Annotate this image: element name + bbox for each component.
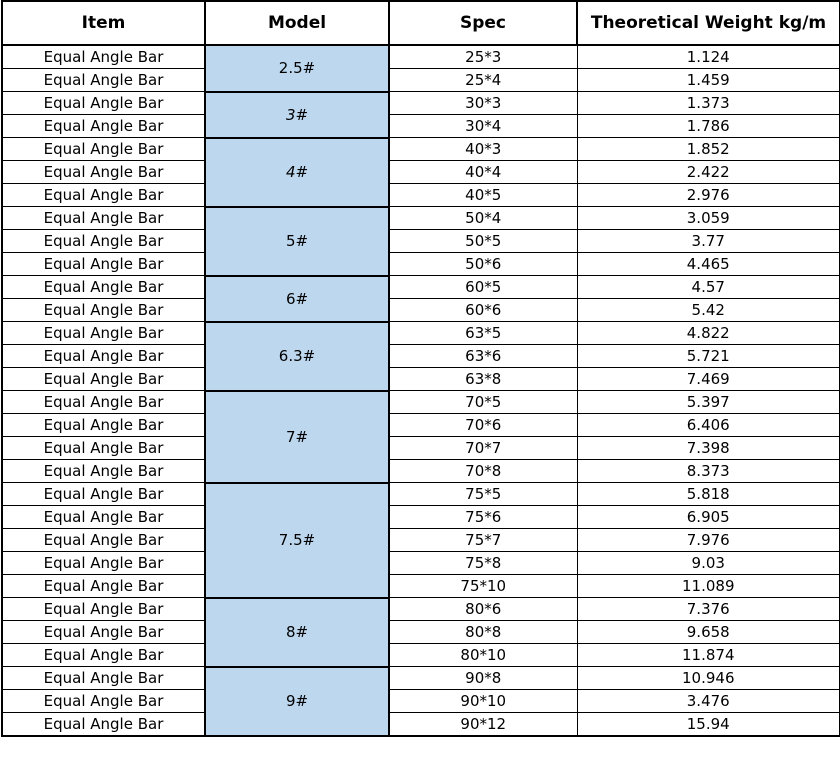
table-row xyxy=(2,575,840,598)
cell-model: 2.5# xyxy=(205,45,389,92)
cell-weight: 1.373 xyxy=(577,92,840,115)
cell-spec: 80*8 xyxy=(389,621,577,644)
cell-weight: 11.089 xyxy=(577,575,840,598)
cell-item: Equal Angle Bar xyxy=(2,414,205,437)
table-row xyxy=(2,161,840,184)
cell-item: Equal Angle Bar xyxy=(2,69,205,92)
cell-weight: 7.376 xyxy=(577,598,840,621)
cell-model: 5# xyxy=(205,207,389,276)
cell-item: Equal Angle Bar xyxy=(2,690,205,713)
cell-model: 8# xyxy=(205,598,389,667)
cell-weight: 5.42 xyxy=(577,299,840,322)
header-row xyxy=(2,1,840,45)
table-row xyxy=(2,391,840,414)
table-row xyxy=(2,276,840,299)
header-weight: Theoretical Weight kg/m xyxy=(577,1,840,45)
cell-item: Equal Angle Bar xyxy=(2,529,205,552)
table-row xyxy=(2,644,840,667)
cell-spec: 63*8 xyxy=(389,368,577,391)
cell-item: Equal Angle Bar xyxy=(2,253,205,276)
cell-weight: 4.822 xyxy=(577,322,840,345)
cell-weight: 3.77 xyxy=(577,230,840,253)
table-row xyxy=(2,230,840,253)
cell-item: Equal Angle Bar xyxy=(2,460,205,483)
cell-item: Equal Angle Bar xyxy=(2,391,205,414)
table-row xyxy=(2,598,840,621)
cell-model: 4# xyxy=(205,138,389,207)
table-row xyxy=(2,184,840,207)
cell-spec: 90*10 xyxy=(389,690,577,713)
cell-item: Equal Angle Bar xyxy=(2,161,205,184)
table-row xyxy=(2,368,840,391)
header-item: Item xyxy=(2,1,205,45)
cell-spec: 80*6 xyxy=(389,598,577,621)
cell-weight: 7.398 xyxy=(577,437,840,460)
cell-weight: 5.397 xyxy=(577,391,840,414)
cell-model: 7# xyxy=(205,391,389,483)
table-row xyxy=(2,621,840,644)
cell-weight: 1.852 xyxy=(577,138,840,161)
cell-item: Equal Angle Bar xyxy=(2,299,205,322)
cell-item: Equal Angle Bar xyxy=(2,230,205,253)
cell-weight: 1.459 xyxy=(577,69,840,92)
cell-item: Equal Angle Bar xyxy=(2,598,205,621)
cell-spec: 75*10 xyxy=(389,575,577,598)
cell-spec: 75*5 xyxy=(389,483,577,506)
table-row xyxy=(2,322,840,345)
cell-item: Equal Angle Bar xyxy=(2,92,205,115)
cell-weight: 8.373 xyxy=(577,460,840,483)
cell-weight: 1.786 xyxy=(577,115,840,138)
cell-item: Equal Angle Bar xyxy=(2,45,205,69)
cell-model: 6.3# xyxy=(205,322,389,391)
table-row xyxy=(2,506,840,529)
cell-weight: 3.059 xyxy=(577,207,840,230)
cell-spec: 90*8 xyxy=(389,667,577,690)
table-row xyxy=(2,460,840,483)
table-row xyxy=(2,552,840,575)
cell-weight: 9.658 xyxy=(577,621,840,644)
table-row xyxy=(2,529,840,552)
cell-weight: 7.469 xyxy=(577,368,840,391)
table-row xyxy=(2,253,840,276)
cell-item: Equal Angle Bar xyxy=(2,506,205,529)
cell-item: Equal Angle Bar xyxy=(2,644,205,667)
cell-weight: 10.946 xyxy=(577,667,840,690)
cell-item: Equal Angle Bar xyxy=(2,184,205,207)
cell-model: 7.5# xyxy=(205,483,389,598)
cell-spec: 70*8 xyxy=(389,460,577,483)
cell-item: Equal Angle Bar xyxy=(2,437,205,460)
cell-weight: 15.94 xyxy=(577,713,840,737)
cell-spec: 40*3 xyxy=(389,138,577,161)
cell-item: Equal Angle Bar xyxy=(2,138,205,161)
cell-spec: 25*3 xyxy=(389,45,577,69)
cell-spec: 63*5 xyxy=(389,322,577,345)
cell-model: 6# xyxy=(205,276,389,322)
cell-weight: 2.422 xyxy=(577,161,840,184)
table-row xyxy=(2,414,840,437)
table-row xyxy=(2,45,840,69)
cell-spec: 80*10 xyxy=(389,644,577,667)
cell-item: Equal Angle Bar xyxy=(2,621,205,644)
cell-item: Equal Angle Bar xyxy=(2,368,205,391)
cell-weight: 1.124 xyxy=(577,45,840,69)
cell-model: 9# xyxy=(205,667,389,737)
table-body xyxy=(2,45,840,736)
table-row xyxy=(2,299,840,322)
cell-model: 3# xyxy=(205,92,389,138)
cell-item: Equal Angle Bar xyxy=(2,552,205,575)
cell-spec: 70*5 xyxy=(389,391,577,414)
table-row xyxy=(2,138,840,161)
cell-spec: 75*6 xyxy=(389,506,577,529)
table-row xyxy=(2,667,840,690)
cell-spec: 70*6 xyxy=(389,414,577,437)
cell-item: Equal Angle Bar xyxy=(2,667,205,690)
cell-spec: 25*4 xyxy=(389,69,577,92)
cell-weight: 9.03 xyxy=(577,552,840,575)
cell-weight: 3.476 xyxy=(577,690,840,713)
cell-spec: 63*6 xyxy=(389,345,577,368)
cell-weight: 6.905 xyxy=(577,506,840,529)
cell-weight: 2.976 xyxy=(577,184,840,207)
cell-spec: 90*12 xyxy=(389,713,577,737)
table-row xyxy=(2,69,840,92)
angle-bar-table xyxy=(1,0,840,737)
cell-spec: 60*5 xyxy=(389,276,577,299)
cell-item: Equal Angle Bar xyxy=(2,276,205,299)
cell-spec: 40*5 xyxy=(389,184,577,207)
cell-spec: 60*6 xyxy=(389,299,577,322)
cell-weight: 5.818 xyxy=(577,483,840,506)
header-spec: Spec xyxy=(389,1,577,45)
table-row xyxy=(2,483,840,506)
table-row xyxy=(2,92,840,115)
cell-spec: 30*4 xyxy=(389,115,577,138)
cell-item: Equal Angle Bar xyxy=(2,345,205,368)
cell-item: Equal Angle Bar xyxy=(2,115,205,138)
table-row xyxy=(2,345,840,368)
cell-spec: 75*8 xyxy=(389,552,577,575)
cell-spec: 40*4 xyxy=(389,161,577,184)
table-row xyxy=(2,115,840,138)
cell-item: Equal Angle Bar xyxy=(2,483,205,506)
cell-spec: 30*3 xyxy=(389,92,577,115)
cell-weight: 4.465 xyxy=(577,253,840,276)
cell-item: Equal Angle Bar xyxy=(2,575,205,598)
header-model: Model xyxy=(205,1,389,45)
cell-spec: 70*7 xyxy=(389,437,577,460)
table-row xyxy=(2,207,840,230)
cell-spec: 50*6 xyxy=(389,253,577,276)
cell-spec: 50*4 xyxy=(389,207,577,230)
cell-weight: 11.874 xyxy=(577,644,840,667)
cell-spec: 75*7 xyxy=(389,529,577,552)
cell-item: Equal Angle Bar xyxy=(2,713,205,737)
cell-weight: 4.57 xyxy=(577,276,840,299)
cell-item: Equal Angle Bar xyxy=(2,322,205,345)
cell-spec: 50*5 xyxy=(389,230,577,253)
cell-item: Equal Angle Bar xyxy=(2,207,205,230)
cell-weight: 6.406 xyxy=(577,414,840,437)
cell-weight: 7.976 xyxy=(577,529,840,552)
table-row xyxy=(2,713,840,737)
table-row xyxy=(2,437,840,460)
table-row xyxy=(2,690,840,713)
cell-weight: 5.721 xyxy=(577,345,840,368)
